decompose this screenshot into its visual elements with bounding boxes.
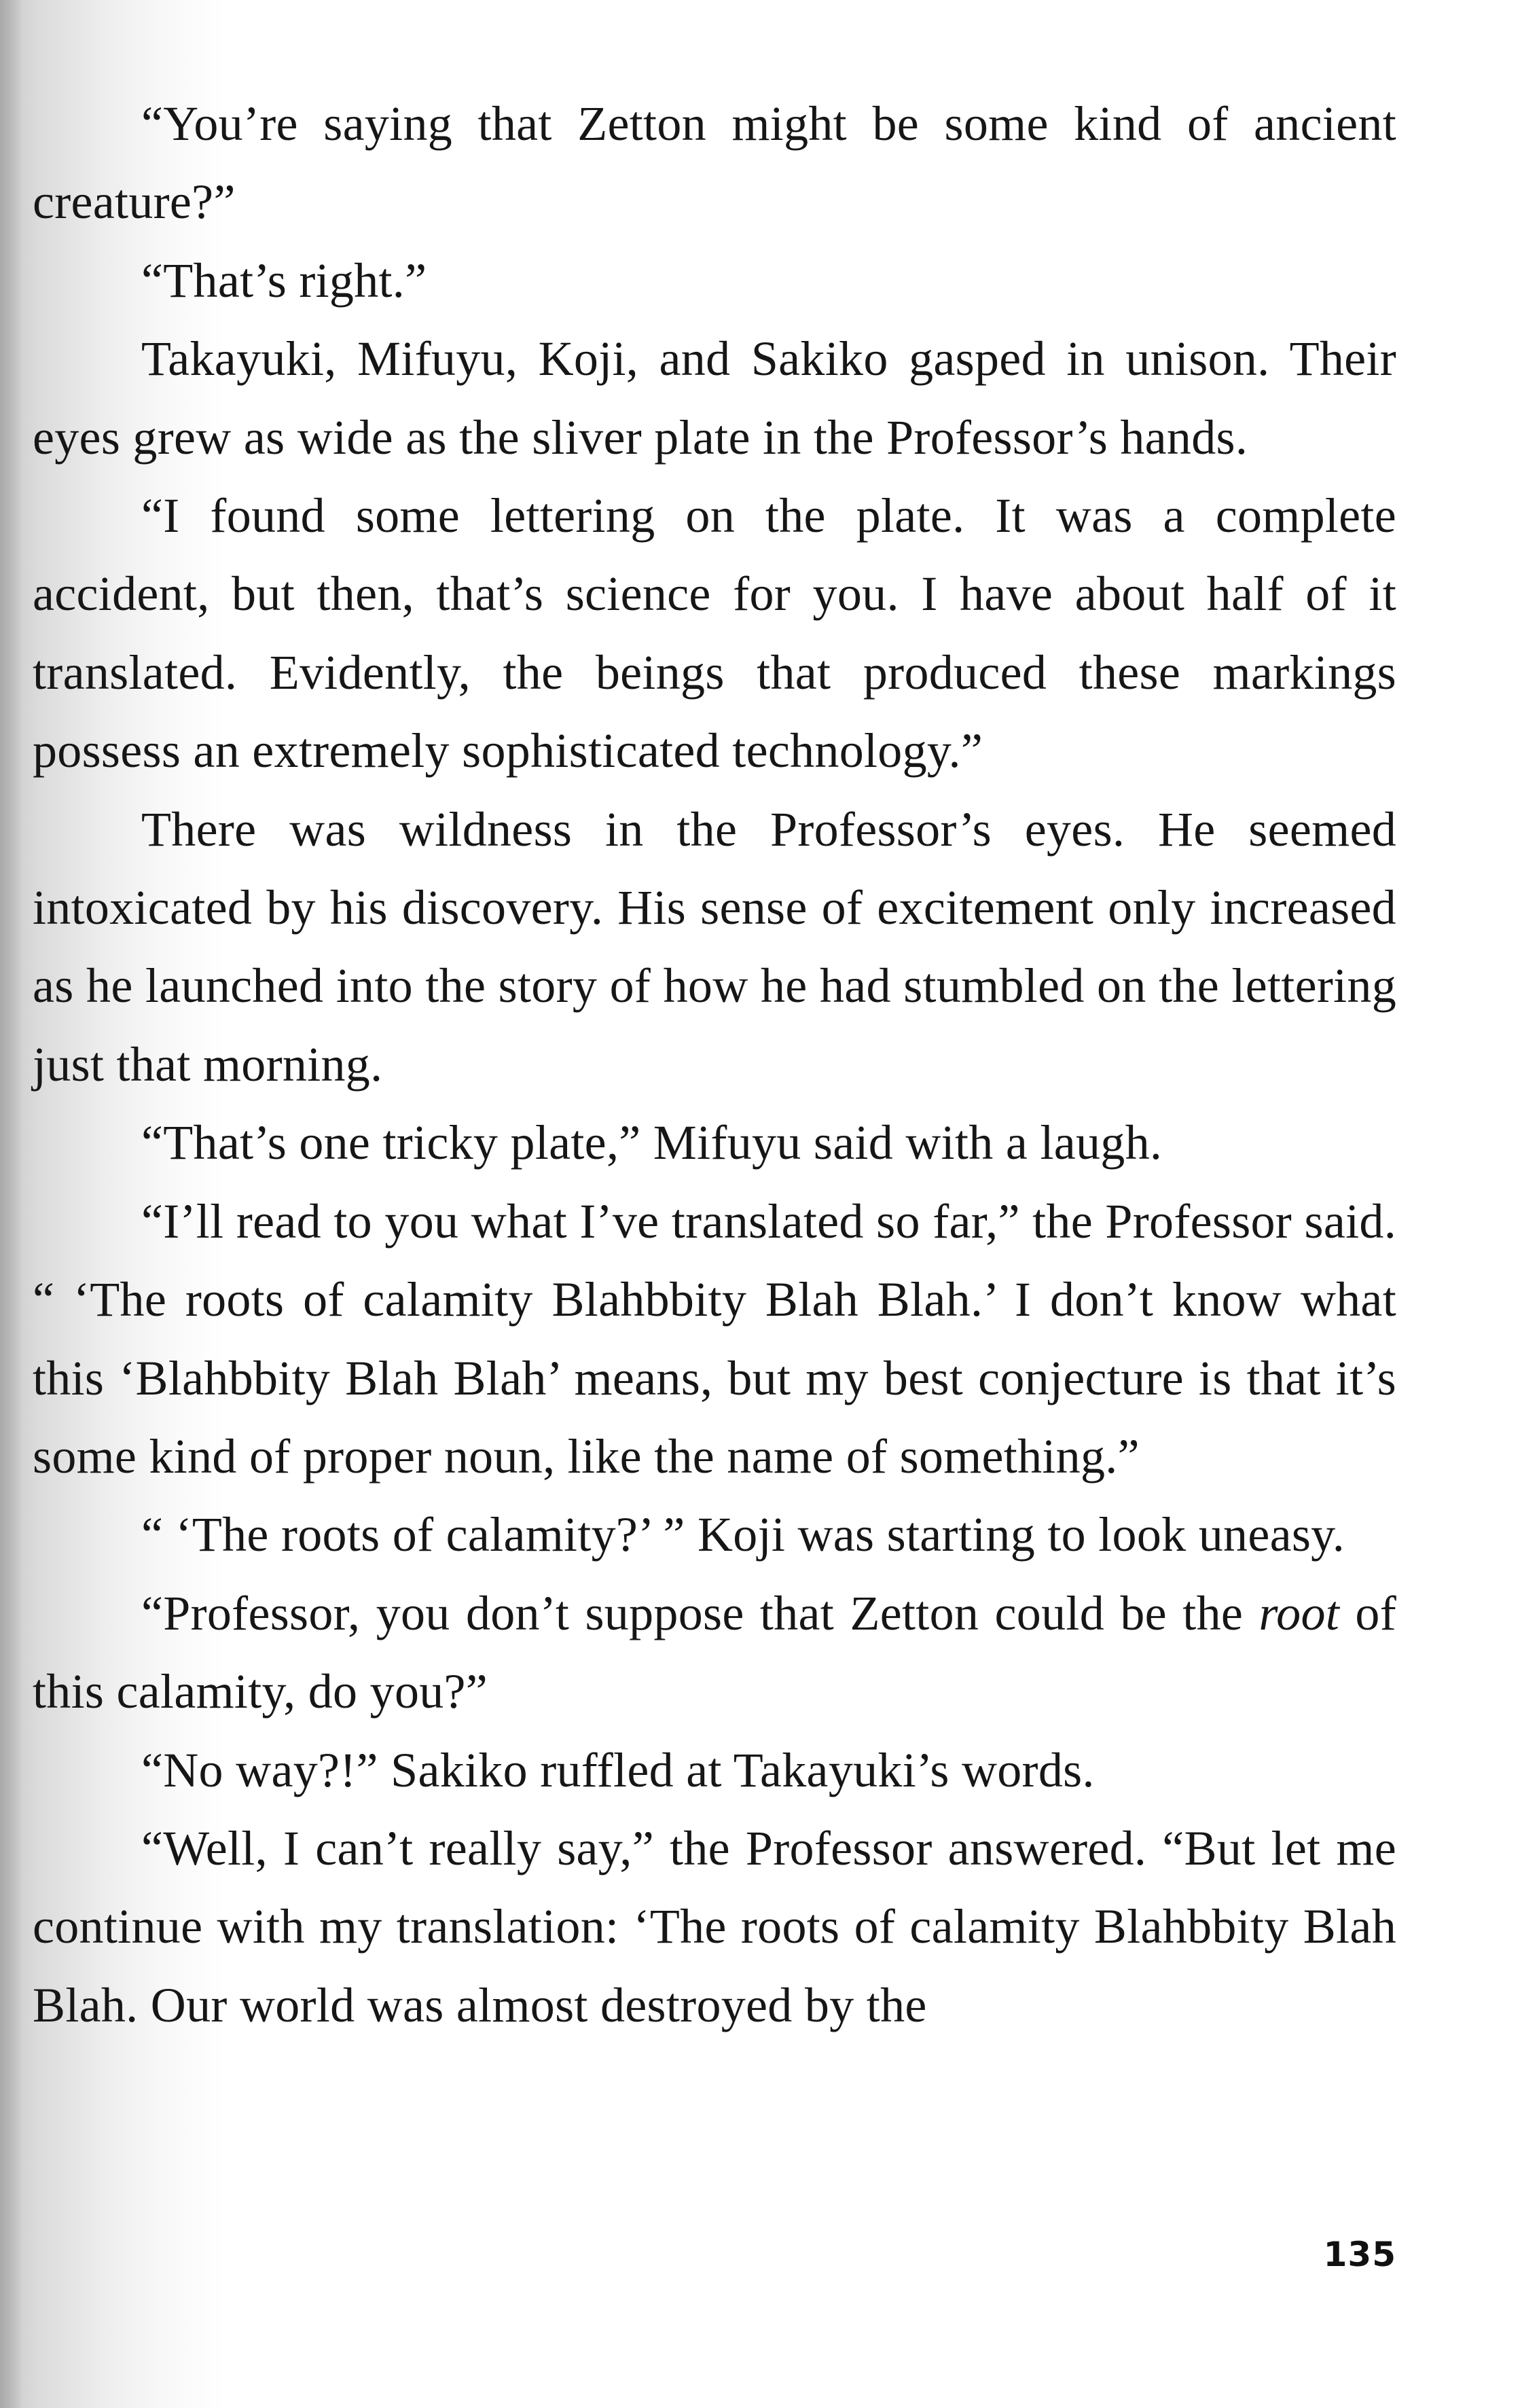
paragraph-6: “That’s one tricky plate,” Mifuyu said with a laugh. <box>141 1115 1163 1170</box>
page-number: 135 <box>1323 2235 1396 2274</box>
paragraph-9-after: of this calamity, do you?” <box>33 1585 1396 1719</box>
paragraph-7: “I’ll read to you what I’ve translated so far,” the Professor said. “ ‘The roots of calamity Blahbbity Blah Blah.’ I don’t know what this ‘Blahbbity Blah Blah’ means, but my best conjecture is that it’s some kind of proper noun, like the name of something.” <box>33 1193 1396 1484</box>
body-text <box>33 85 1396 2045</box>
paragraph-9-before: “Professor, you don’t suppose that Zetton could be the <box>141 1585 1259 1640</box>
paragraph-5: There was wildness in the Professor’s eyes. He seemed intoxicated by his discovery. His sense of excitement only increased as he launched into the story of how he had stumbled on the lettering just that morning. <box>33 802 1396 1092</box>
paragraph-9-emphasis: root <box>1259 1585 1340 1640</box>
paragraph-10: “No way?!” Sakiko ruffled at Takayuki’s words. <box>141 1742 1095 1797</box>
paragraph-9 <box>33 1575 1396 1731</box>
paragraph-11: “Well, I can’t really say,” the Professor answered. “But let me continue with my translation: ‘The roots of calamity Blahbbity Blah Blah. Our world was almost destroyed by the <box>33 1820 1396 2032</box>
paragraph-1: “You’re saying that Zetton might be some kind of ancient creature?” <box>33 96 1396 230</box>
paragraph-2: “That’s right.” <box>141 253 427 308</box>
paragraph-3: Takayuki, Mifuyu, Koji, and Sakiko gasped in unison. Their eyes grew as wide as the sliver plate in the Professor’s hands. <box>33 331 1396 465</box>
paragraph-8: “ ‘The roots of calamity?’ ” Koji was starting to look uneasy. <box>141 1507 1345 1562</box>
paragraph-4: “I found some lettering on the plate. It was a complete accident, but then, that’s science for you. I have about half of it translated. Evidently, the beings that produced these markings possess an extremely sophisticated technology.” <box>33 488 1396 778</box>
